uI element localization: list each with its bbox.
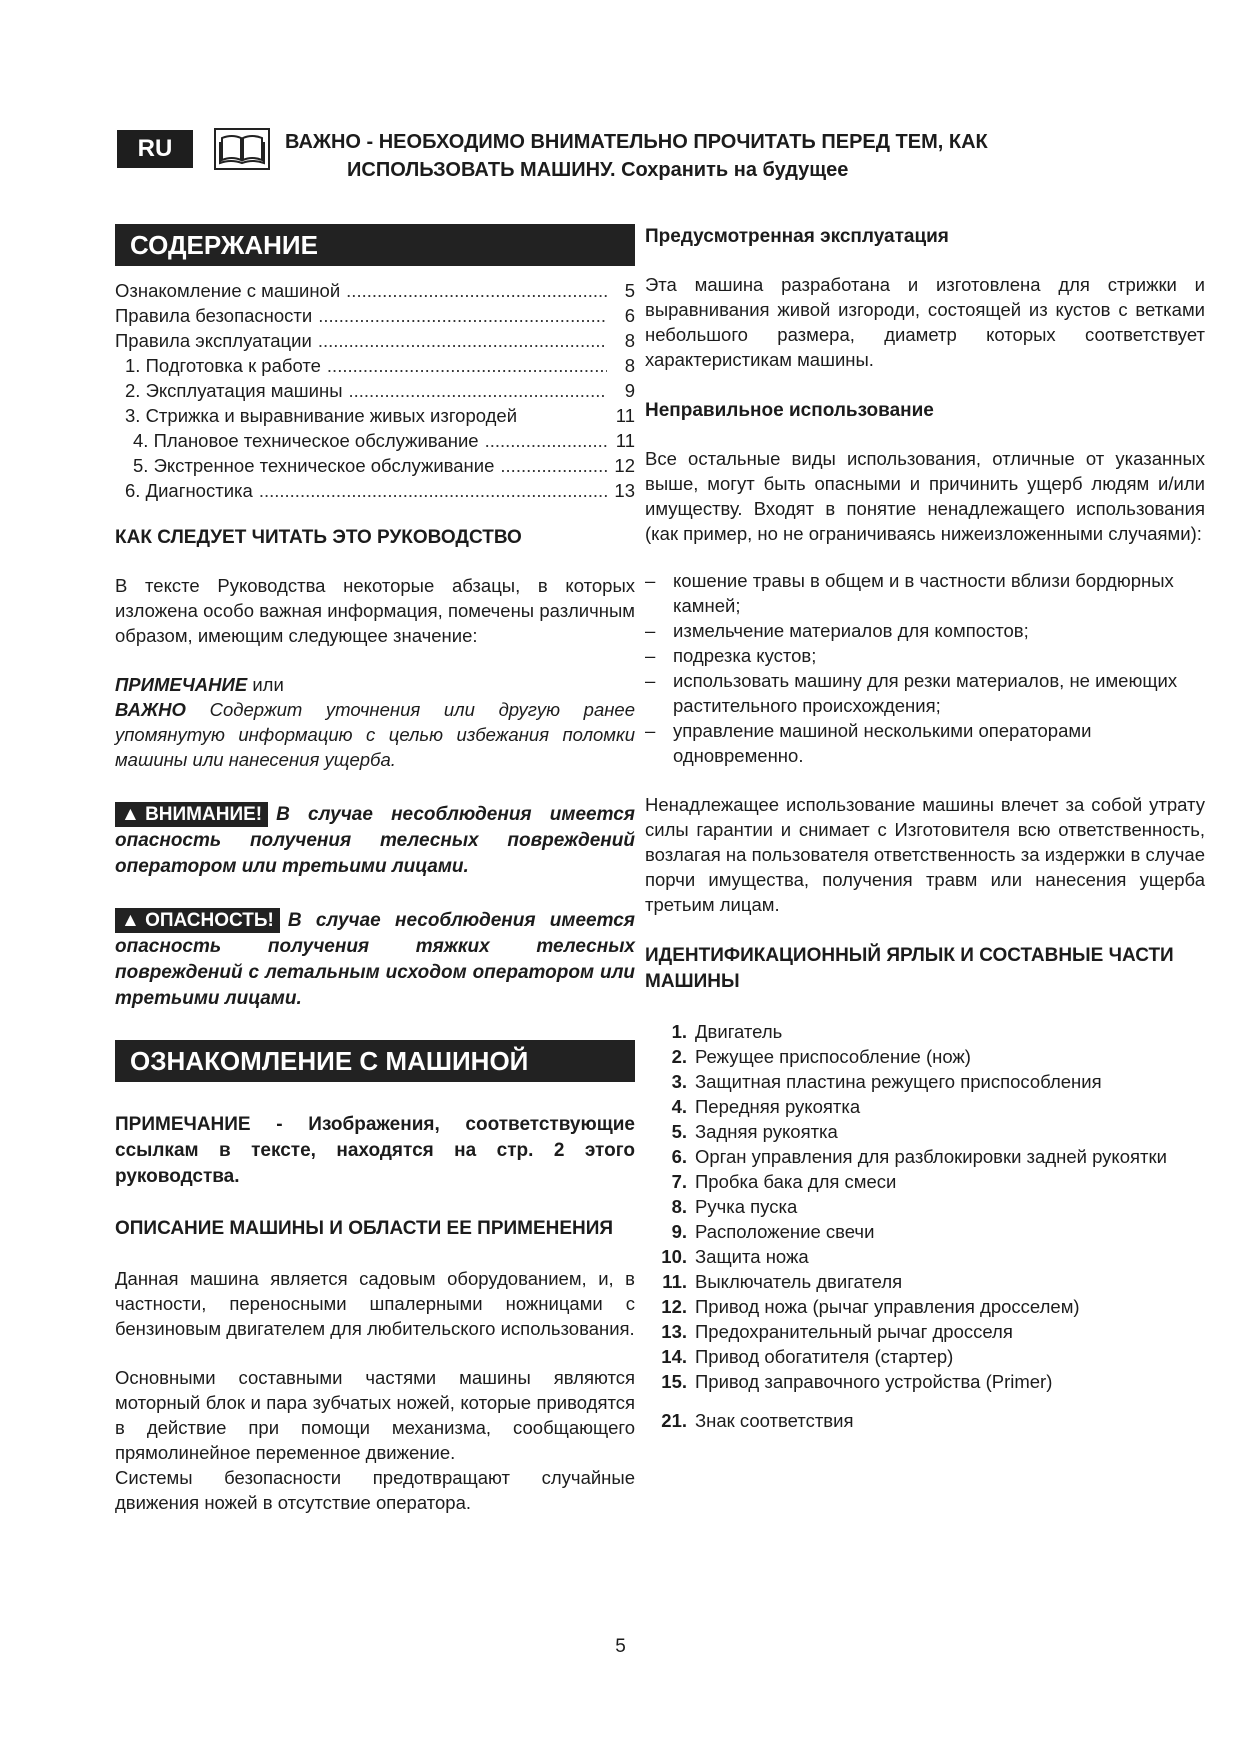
list-item: 6. Орган управления для разблокировки задней рукоятки [671,1146,1167,1167]
list-item: – использовать машину для резки материалов, не имеющих растительного происхождения; [645,670,1178,716]
intended-use-text: Эта машина разработана и изготовлена для стрижки и выравнивания живой изгороди, состоящей из кустов с ветками небольшого размера, диаметр которых соответствует характеристикам машины. [645,274,1205,370]
list-item: 13. Предохранительный рычаг дросселя [661,1321,1013,1342]
misuse-intro: Все остальные виды использования, отличные от указанных выше, могут быть опасными и причинить ущерб людям и/или имуществу. Входят в понятие ненадлежащего использования (как пример, но не ограничиваясь нижеизложенными случаями): [645,448,1205,544]
header-line-1: ВАЖНО - НЕОБХОДИМО ВНИМАТЕЛЬНО ПРОЧИТАТЬ ПЕРЕД ТЕМ, КАК [285,131,988,153]
toc-item: 1. Подготовка к работе ..... 8 [115,353,635,378]
list-item: 12. Привод ножа (рычаг управления дросселем) [661,1296,1080,1317]
header-notice [285,128,1185,184]
misuse-list [645,568,1205,768]
list-item: 21. Знак соответствия [661,1410,854,1431]
danger-block [115,908,635,1012]
important-block [115,697,635,772]
right-column [645,224,1205,1433]
parts-list [645,1019,1205,1433]
left-column [115,224,635,1515]
toc-list [115,278,635,503]
list-item: 9. Расположение свечи [671,1221,875,1242]
toc-title: СОДЕРЖАНИЕ [115,224,635,266]
list-item: 2. Режущее приспособление (нож) [671,1046,971,1067]
page-number: 5 [615,1636,626,1657]
intro-section-title: ОЗНАКОМЛЕНИЕ С МАШИНОЙ [115,1040,635,1082]
how-to-read-heading: КАК СЛЕДУЕТ ЧИТАТЬ ЭТО РУКОВОДСТВО [115,527,522,548]
list-item: 7. Пробка бака для смеси [671,1171,897,1192]
list-item: 4. Передняя рукоятка [671,1096,861,1117]
list-item: 5. Задняя рукоятка [671,1121,838,1142]
header-line-2: ИСПОЛЬЗОВАТЬ МАШИНУ. Сохранить на будущее [347,159,849,181]
description-paragraph-1: Данная машина является садовым оборудованием, и, в частности, переносными шпалерными ножницами с бензиновым двигателем для любительского использования. [115,1268,635,1339]
list-item: 10. Защита ножа [661,1246,809,1267]
list-item: 15. Привод заправочного устройства (Primer) [661,1371,1053,1392]
intro-note: ПРИМЕЧАНИЕ - Изображения, соответствующие ссылкам в тексте, находятся на стр. 2 этого руководства. [115,1114,635,1187]
toc-item: 4. Плановое техническое обслуживание ..... 11 [115,428,635,453]
list-item: – подрезка кустов; [645,645,817,666]
important-text: Содержит уточнения или другую ранее упомянутую информацию с целью избежания поломки машины или нанесения ущерба. [115,699,636,770]
warning-block [115,802,635,880]
description-paragraph-2: Основными составными частями машины являются моторный блок и пара зубчатых ножей, которые приводятся в действие при помощи механизма, сообщающего прямолинейное переменное движение. [115,1367,635,1463]
toc-item: 6. Диагностика ..... 13 [115,478,635,503]
warning-badge: ▲ ВНИМАНИЕ! [115,802,268,827]
list-item: – измельчение материалов для компостов; [645,620,1029,641]
toc-item: 2. Эксплуатация машины ..... 9 [115,378,635,403]
list-item: 14. Привод обогатителя (стартер) [661,1346,954,1367]
toc-item: Правила эксплуатации ..... 8 [115,328,635,353]
misuse-consequence: Ненадлежащее использование машины влечет за собой утрату силы гарантии и снимает с Изготовителя всю ответственность, возлагая на пользователя ответственность за издержки в случае порчи имущества, получения травм или нанесения ущерба третьим лицам. [645,794,1205,915]
misuse-heading: Неправильное использование [645,400,934,421]
list-item: 3. Защитная пластина режущего приспособления [671,1071,1102,1092]
toc-item: Правила безопасности ..... 6 [115,303,635,328]
how-to-read-intro: В тексте Руководства некоторые абзацы, в которых изложена особо важная информация, помечены различным образом, имеющим следующее значение: [115,575,635,646]
book-icon [214,128,270,170]
description-paragraph-3: Системы безопасности предотвращают случайные движения ножей в отсутствие оператора. [115,1467,635,1513]
list-item: 11. Выключатель двигателя [662,1271,903,1292]
warning-text: В случае несоблюдения имеется опасность получения телесных повреждений оператором или третьими лицами. [115,804,635,877]
list-item: – кошение травы в общем и в частности вблизи бордюрных камней; [645,570,1174,616]
list-item: 8. Ручка пуска [671,1196,798,1217]
language-badge: RU [117,130,193,168]
intended-use-heading: Предусмотренная эксплуатация [645,226,949,247]
toc-item: 3. Стрижка и выравнивание живых изгородей 11 [125,405,635,426]
list-item: 1. Двигатель [671,1021,783,1042]
parts-heading: ИДЕНТИФИКАЦИОННЫЙ ЯРЛЫК И СОСТАВНЫЕ ЧАСТИ МАШИНЫ [645,945,1174,992]
toc-item: 5. Экстренное техническое обслуживание ..... 12 [115,453,635,478]
description-heading: ОПИСАНИЕ МАШИНЫ И ОБЛАСТИ ЕЕ ПРИМЕНЕНИЯ [115,1218,614,1239]
note-label: ПРИМЕЧАНИЕ [115,674,248,695]
note-label-line [115,672,635,697]
important-label: ВАЖНО [115,699,186,720]
note-or: или [252,674,284,695]
toc-item: Ознакомление с машиной ..... 5 [115,278,635,303]
danger-badge: ▲ ОПАСНОСТЬ! [115,908,280,933]
list-item: – управление машиной несколькими операторами одновременно. [645,720,1092,766]
danger-text: В случае несоблюдения имеется опасность получения тяжких телесных повреждений с летальным исходом оператором или третьими лицами. [115,910,635,1009]
